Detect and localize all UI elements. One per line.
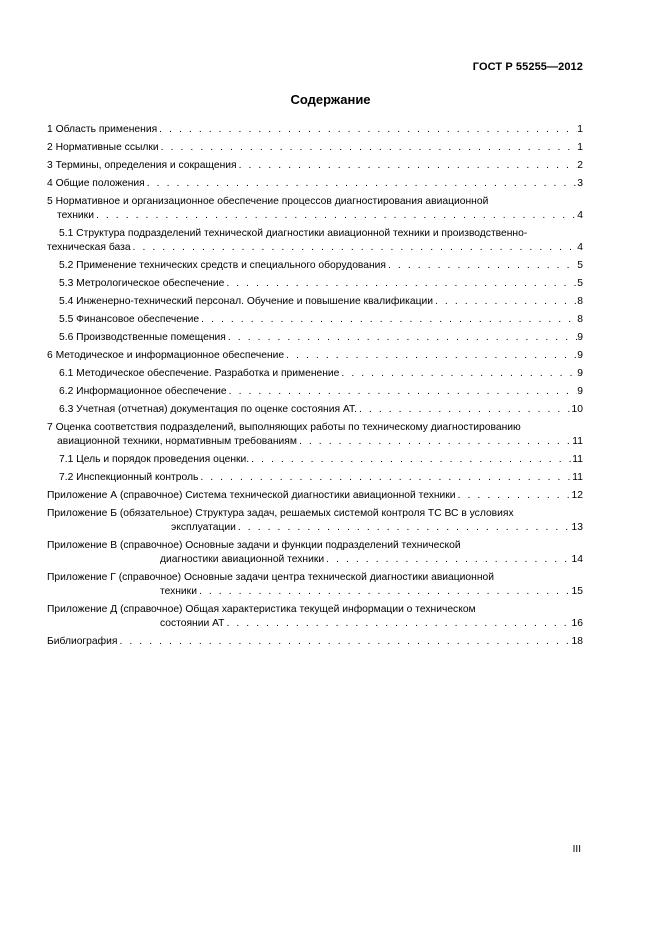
leader-dots xyxy=(226,331,577,345)
toc-entry-bibliography[interactable] xyxy=(47,635,583,649)
leader-dots xyxy=(199,313,577,327)
toc-page-number: 9 xyxy=(577,386,583,397)
toc-page-number: 1 xyxy=(577,124,583,135)
standard-designation: ГОСТ Р 55255—2012 xyxy=(472,61,583,73)
toc-page-number: 9 xyxy=(577,332,583,343)
toc-entry-text: 5.4 Инженерно-технический персонал. Обучение и повышение квалификации xyxy=(59,296,433,307)
leader-dots xyxy=(117,635,571,649)
toc-page-number: 4 xyxy=(577,210,583,221)
toc-entry[interactable] xyxy=(47,277,583,291)
toc-entry[interactable] xyxy=(47,421,583,449)
leader-dots xyxy=(339,367,577,381)
toc-title: Содержание xyxy=(290,92,371,107)
toc-entry[interactable] xyxy=(47,349,583,363)
toc-entry-text-continued: техническая база xyxy=(47,242,131,253)
leader-dots xyxy=(284,349,577,363)
toc-page-number: 4 xyxy=(577,242,583,253)
toc-entry[interactable] xyxy=(47,141,583,155)
toc-entry-text: Приложение Г (справочное) Основные задачи центра технической диагностики авиационной xyxy=(47,572,494,583)
toc-page-number: 15 xyxy=(571,586,583,597)
toc-page-number: 5 xyxy=(577,278,583,289)
leader-dots xyxy=(198,471,572,485)
toc-page-number: 9 xyxy=(577,368,583,379)
toc-entry[interactable] xyxy=(47,403,583,417)
toc-entry-text: 7 Оценка соответствия подразделений, выполняющих работы по техническому диагностированию xyxy=(47,422,521,433)
toc-entry-text: 2 Нормативные ссылки xyxy=(47,142,159,153)
toc-entry-text: 7.2 Инспекционный контроль xyxy=(59,472,199,483)
leader-dots xyxy=(236,521,572,535)
toc-entry-text: 6.1 Методическое обеспечение. Разработка и применение xyxy=(59,368,340,379)
toc-entry[interactable] xyxy=(47,471,583,485)
toc-page-number: 5 xyxy=(577,260,583,271)
toc-entry[interactable] xyxy=(47,367,583,381)
toc-page-number: 2 xyxy=(577,160,583,171)
toc-entry-text: Приложение Б (обязательное) Структура задач, решаемых системой контроля ТС ВС в условиях xyxy=(47,508,514,519)
toc-entry[interactable] xyxy=(47,295,583,309)
toc-page-number: 10 xyxy=(571,404,583,415)
toc-entry-text: Приложение Д (справочное) Общая характеристика текущей информации о техническом xyxy=(47,604,476,615)
toc-entry-text: Приложение А (справочное) Система технической диагностики авиационной техники xyxy=(47,490,456,501)
toc-entry-text: 5.2 Применение технических средств и специального оборудования xyxy=(59,260,387,271)
leader-dots xyxy=(433,295,577,309)
toc-entry-text: 5.5 Финансовое обеспечение xyxy=(59,314,200,325)
toc-page-number: 11 xyxy=(572,472,583,483)
leader-dots xyxy=(159,141,578,155)
toc-entry-text: 1 Область применения xyxy=(47,124,158,135)
toc-entry-appendix[interactable] xyxy=(47,603,583,631)
toc-entry-text: 4 Общие положения xyxy=(47,178,145,189)
toc-entry-appendix[interactable] xyxy=(47,489,583,503)
toc-entry-text: 6 Методическое и информационное обеспечение xyxy=(47,350,285,361)
leader-dots xyxy=(297,435,572,449)
toc-entry-appendix[interactable] xyxy=(47,571,583,599)
toc-page-number: 9 xyxy=(577,350,583,361)
toc-entry[interactable] xyxy=(47,385,583,399)
toc-entry-text-continued: состоянии АТ xyxy=(160,618,225,629)
toc-entry-appendix[interactable] xyxy=(47,539,583,567)
leader-dots xyxy=(386,259,577,273)
toc-page-number: 8 xyxy=(577,314,583,325)
toc-page-number: 8 xyxy=(577,296,583,307)
toc-entry-text: 7.1 Цель и порядок проведения оценки. xyxy=(59,454,250,465)
table-of-contents xyxy=(47,123,583,653)
leader-dots xyxy=(131,241,578,255)
leader-dots xyxy=(227,385,578,399)
toc-page-number: 11 xyxy=(572,436,583,447)
leader-dots xyxy=(249,453,572,467)
leader-dots xyxy=(324,553,571,567)
page-number: III xyxy=(572,844,581,855)
toc-entry-text: 5.1 Структура подразделений технической диагностики авиационной техники и производственно- xyxy=(59,228,528,239)
toc-entry-text: 5.6 Производственные помещения xyxy=(59,332,226,343)
toc-page-number: 14 xyxy=(571,554,583,565)
toc-entry[interactable] xyxy=(47,177,583,191)
toc-entry-text-continued: диагностики авиационной техники xyxy=(160,554,325,565)
toc-entry-text: Библиография xyxy=(47,636,118,647)
toc-entry-text: 6.3 Учетная (отчетная) документация по оценке состояния АТ. xyxy=(59,404,357,415)
toc-entry-text-continued: авиационной техники, нормативным требованиям xyxy=(57,436,297,447)
leader-dots xyxy=(224,277,577,291)
toc-entry[interactable] xyxy=(47,195,583,223)
leader-dots xyxy=(94,209,577,223)
leader-dots xyxy=(357,403,572,417)
toc-entry[interactable] xyxy=(47,159,583,173)
toc-entry[interactable] xyxy=(47,331,583,345)
toc-page-number: 13 xyxy=(571,522,583,533)
toc-entry-text: 6.2 Информационное обеспечение xyxy=(59,386,227,397)
toc-entry-text: 5 Нормативное и организационное обеспечение процессов диагностирования авиационной xyxy=(47,196,489,207)
toc-entry-text: 3 Термины, определения и сокращения xyxy=(47,160,237,171)
toc-entry-appendix[interactable] xyxy=(47,507,583,535)
leader-dots xyxy=(157,123,577,137)
toc-page-number: 3 xyxy=(577,178,583,189)
toc-page-number: 12 xyxy=(571,490,583,501)
toc-page-number: 18 xyxy=(571,636,583,647)
toc-entry-text-continued: техники xyxy=(57,210,94,221)
toc-entry-text: Приложение В (справочное) Основные задачи и функции подразделений технической xyxy=(47,540,461,551)
toc-page-number: 16 xyxy=(571,618,583,629)
toc-entry[interactable] xyxy=(47,313,583,327)
toc-entry[interactable] xyxy=(47,123,583,137)
toc-entry-text: 5.3 Метрологическое обеспечение xyxy=(59,278,225,289)
leader-dots xyxy=(224,617,571,631)
leader-dots xyxy=(145,177,578,191)
toc-page-number: 11 xyxy=(572,454,583,465)
toc-entry-text-continued: техники xyxy=(160,586,197,597)
toc-entry[interactable] xyxy=(47,453,583,467)
leader-dots xyxy=(197,585,572,599)
toc-entry[interactable] xyxy=(47,227,583,255)
leader-dots xyxy=(237,159,578,173)
leader-dots xyxy=(456,489,572,503)
toc-entry-text-continued: эксплуатации xyxy=(171,522,236,533)
toc-entry[interactable] xyxy=(47,259,583,273)
toc-page-number: 1 xyxy=(577,142,583,153)
